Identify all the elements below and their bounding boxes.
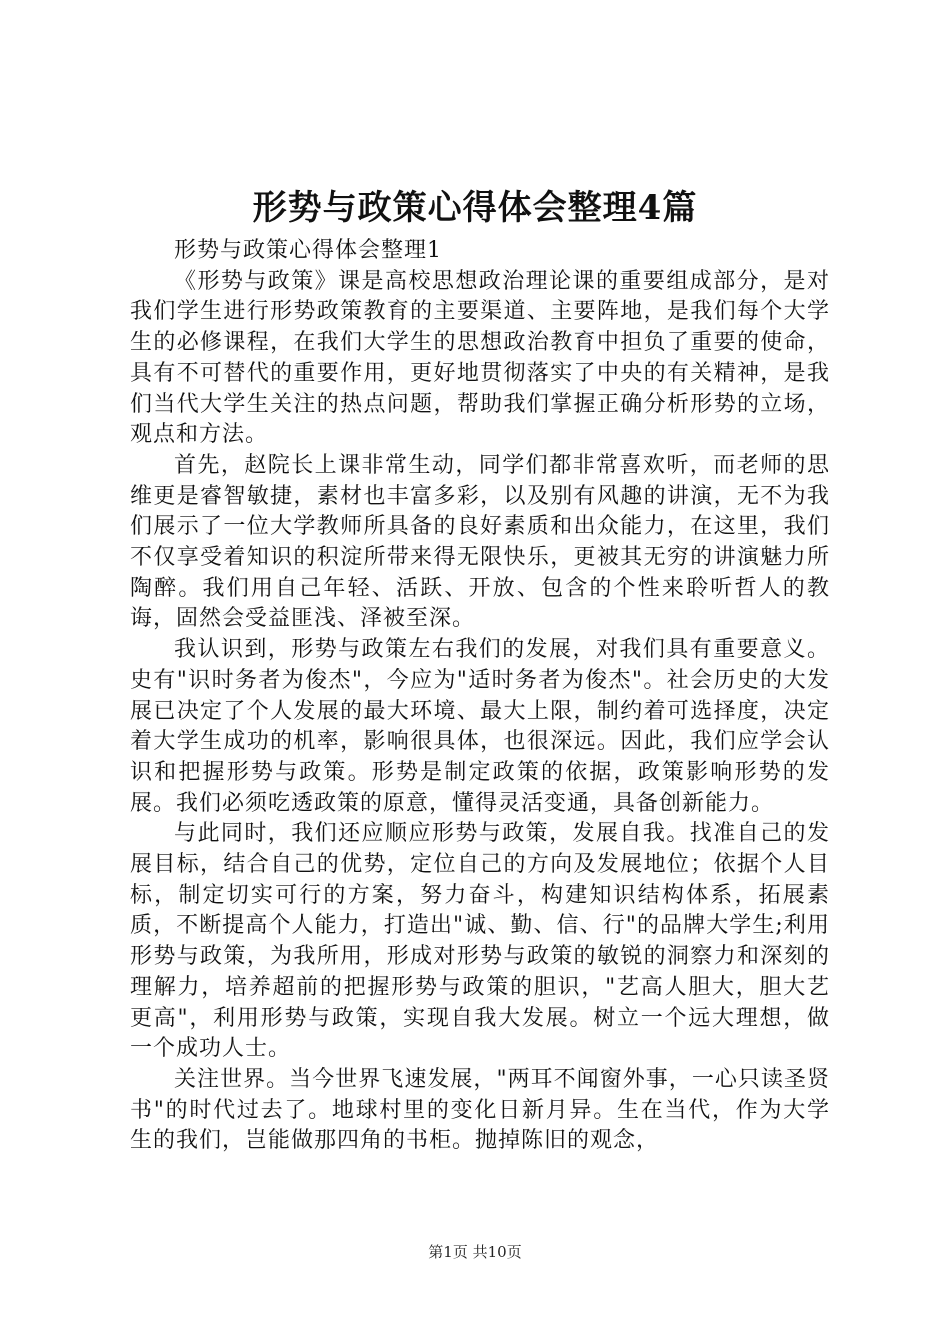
body-paragraph: 《形势与政策》课是高校思想政治理论课的重要组成部分，是对我们学生进行形势政策教育的主要渠道、主要阵地，是我们每个大学生的必修课程，在我们大学生的思想政治教育中担负了重要的使命，具有不可替代的重要作用，更好地贯彻落实了中央的有关精神，是我们当代大学生关注的热点问题，帮助我们掌握正确分析形势的立场，观点和方法。: [130, 268, 830, 448]
document-title: 形势与政策心得体会整理4篇: [252, 188, 698, 228]
body-paragraph: 首先，赵院长上课非常生动，同学们都非常喜欢听，而老师的思维更是睿智敏捷，素材也丰富多彩，以及别有风趣的讲演，无不为我们展示了一位大学教师所具备的良好素质和出众能力，在这里，我们不仅享受着知识的积淀所带来得无限快乐，更被其无穷的讲演魅力所陶醉。我们用自己年轻、活跃、开放、包含的个性来聆听哲人的教诲，固然会受益匪浅、泽被至深。: [130, 452, 830, 632]
page-number-footer: 第1页 共10页: [428, 1243, 522, 1261]
document-body: [130, 236, 830, 1157]
body-paragraph: 关注世界。当今世界飞速发展，"两耳不闻窗外事，一心只读圣贤书"的时代过去了。地球村里的变化日新月异。生在当代，作为大学生的我们，岂能做那四角的书柜。抛掉陈旧的观念，: [130, 1066, 830, 1154]
body-paragraph: 我认识到，形势与政策左右我们的发展，对我们具有重要意义。史有"识时务者为俊杰"，今应为"适时务者为俊杰"。社会历史的大发展已决定了个人发展的最大环境、最大上限，制约着可选择度，决定着大学生成功的机率，影响很具体，也很深远。因此，我们应学会认识和把握形势与政策。形势是制定政策的依据，政策影响形势的发展。我们必须吃透政策的原意，懂得灵活变通，具备创新能力。: [130, 637, 830, 816]
section-subheading: 形势与政策心得体会整理1: [174, 238, 442, 263]
body-paragraph: 与此同时，我们还应顺应形势与政策，发展自我。找准自己的发展目标，结合自己的优势，定位自己的方向及发展地位；依据个人目标，制定切实可行的方案，努力奋斗，构建知识结构体系，拓展素质，不断提高个人能力，打造出"诚、勤、信、行"的品牌大学生;利用形势与政策，为我所用，形成对形势与政策的敏锐的洞察力和深刻的理解力，培养超前的把握形势与政策的胆识，"艺高人胆大，胆大艺更高"，利用形势与政策，实现自我大发展。树立一个远大理想，做一个成功人士。: [130, 821, 830, 1062]
